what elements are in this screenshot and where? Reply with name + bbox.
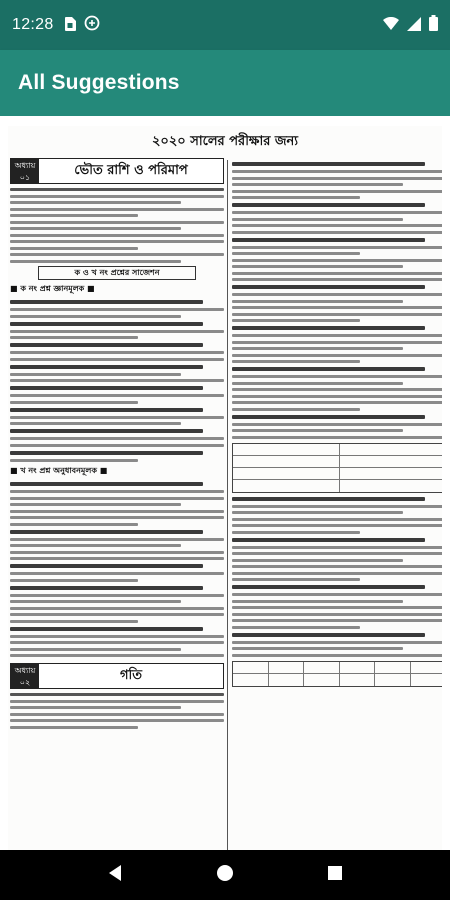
chapter-2-banner [10,663,224,689]
back-button[interactable] [95,855,135,895]
content-area[interactable] [0,116,450,850]
cellular-signal-icon [407,16,421,35]
column-divider [227,160,228,850]
sub-heading-suggestion: ক ও খ নং প্রশ্নের সাজেশন [38,266,196,280]
data-saver-icon [84,15,100,35]
chapter-2-number: অধ্যায় ০২ [11,664,39,688]
document-column-right [232,158,442,850]
sim-card-icon [64,16,76,35]
chapter-2-title: গতি [120,668,142,683]
section-heading-knowledge: ■ ক নং প্রশ্ন জ্ঞানমূলক ■ [10,284,95,293]
app-bar [0,50,450,116]
status-icons-right [383,15,438,35]
back-icon [107,864,123,886]
home-icon [216,864,234,886]
home-button[interactable] [205,855,245,895]
recents-button[interactable] [315,855,355,895]
chapter-1-banner [10,158,224,184]
chapter-1-number: অধ্যায় ০১ [11,159,39,183]
data-table [232,661,442,687]
status-time: 12:28 [12,16,54,33]
status-icons-left [64,15,100,35]
document-header: ২০২০ সালের পরীক্ষার জন্য [151,134,299,149]
app-title: All Suggestions [18,71,180,94]
battery-icon [429,15,438,35]
document-page[interactable] [8,126,442,850]
document-column-left [10,158,224,850]
wifi-icon [383,16,399,35]
section-heading-comprehension: ■ খ নং প্রশ্ন অনুধাবনমূলক ■ [10,466,108,475]
navigation-bar [0,850,450,900]
chapter-1-title: ভৌত রাশি ও পরিমাপ [74,163,188,178]
status-bar [0,0,450,50]
recents-icon [327,865,343,885]
comparison-table [232,443,442,493]
